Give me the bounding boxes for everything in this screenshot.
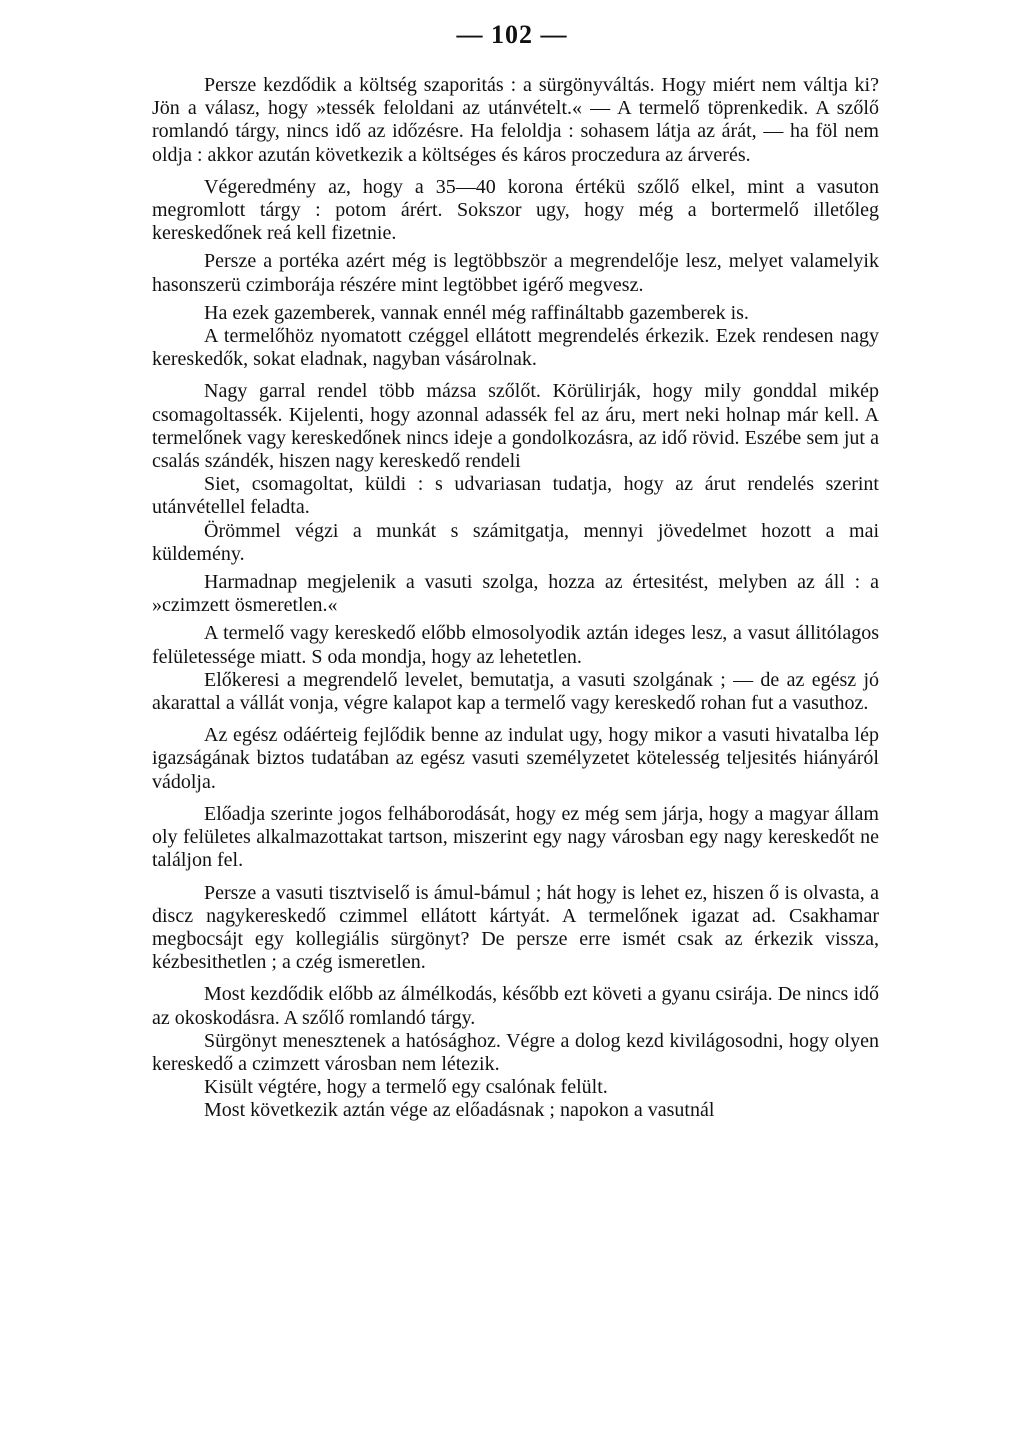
paragraph: Persze a portéka azért még is legtöbbször a megrendelője lesz, melyet valamelyik hasonszerü czimborája részére mint legtöbbet igérő megvesz. (152, 250, 879, 296)
paragraph: Nagy garral rendel több mázsa szőlőt. Körülirják, hogy mily gonddal mikép csomagoltassék. Kijelenti, hogy azonnal adassék fel az áru, mert neki holnap már kell. A termelőnek vagy kereskedőnek nincs ideje a gondolkozásra, az idő rövid. Eszébe sem jut a csalás szándék, hiszen nagy kereskedő rendeli (152, 380, 879, 473)
paragraph: Most következik aztán vége az előadásnak ; napokon a vasutnál (204, 1099, 715, 1122)
paragraph: Örömmel végzi a munkát s számitgatja, mennyi jövedelmet hozott a mai küldemény. (152, 519, 879, 565)
page-number: — 102 — (456, 20, 568, 49)
paragraph: A termelőhöz nyomatott czéggel ellátott megrendelés érkezik. Ezek rendesen nagy kereskedők, sokat eladnak, nagyban vásárolnak. (152, 325, 879, 371)
paragraph: Persze a vasuti tisztviselő is ámul-bámul ; hát hogy is lehet ez, hiszen ő is olvasta, a discz nagykereskedő czimmel ellátott kártyát. A termelőnek igazat ad. Csakhamar megbocsájt egy kollegiális sürgönyt? De persze erre ismét csak az érkezik vissza, kézbesithetlen ; a czég ismeretlen. (152, 881, 879, 974)
paragraph: Előkeresi a megrendelő levelet, bemutatja, a vasuti szolgának ; — de az egész jó akarattal a vállát vonja, végre kalapot kap a termelő vagy kereskedő rohan fut a vasuthoz. (152, 668, 879, 715)
paragraph: Siet, csomagoltat, küldi : s udvariasan tudatja, hogy az árut rendelés szerint utánvétellel feladta. (152, 473, 879, 519)
paragraph: Az egész odáérteig fejlődik benne az indulat ugy, hogy mikor a vasuti hivatalba lép igazságának biztos tudatában az egész vasuti személyzetet kötelesség teljesités hiányáról vádolja. (152, 724, 879, 793)
paragraph: Sürgönyt menesztenek a hatósághoz. Végre a dolog kezd kivilágosodni, hogy olyen kereskedő a czimzett városban nem létezik. (152, 1029, 879, 1075)
paragraph: Most kezdődik előbb az álmélkodás, később ezt követi a gyanu csirája. De nincs idő az okoskodásra. A szőlő romlandó tárgy. (152, 983, 879, 1029)
page-body-text (152, 74, 879, 1123)
paragraph: Előadja szerinte jogos felháborodását, hogy ez még sem járja, hogy a magyar állam oly felületes alkalmazottakat tartson, miszerint egy nagy városban egy nagy kereskedőt ne találjon fel. (152, 802, 879, 872)
paragraph: Persze kezdődik a költség szaporitás : a sürgönyváltás. Hogy miért nem váltja ki? Jön a válasz, hogy »tessék feloldani az utánvételt.« — A termelő töprenkedik. A szőlő romlandó tárgy, nincs idő az időzésre. Ha feloldja : sohasem látja az árát, — ha föl nem oldja : akkor azután következik a költséges és káros proczedura az árverés. (152, 74, 879, 166)
paragraph: Harmadnap megjelenik a vasuti szolga, hozza az értesitést, melyben az áll : a »czimzett ösmeretlen.« (152, 571, 879, 617)
paragraph: Végeredmény az, hogy a 35—40 korona értékü szőlő elkel, mint a vasuton megromlott tárgy : potom árért. Sokszor ugy, hogy még a bortermelő illetőleg kereskedőnek reá kell fizetnie. (152, 175, 879, 245)
paragraph: Kisült végtére, hogy a termelő egy csalónak felült. (204, 1076, 608, 1099)
paragraph: Ha ezek gazemberek, vannak ennél még raffináltabb gazemberek is. (204, 301, 749, 324)
paragraph: A termelő vagy kereskedő előbb elmosolyodik aztán ideges lesz, a vasut állitólagos felületessége miatt. S oda mondja, hogy az lehetetlen. (152, 622, 879, 668)
